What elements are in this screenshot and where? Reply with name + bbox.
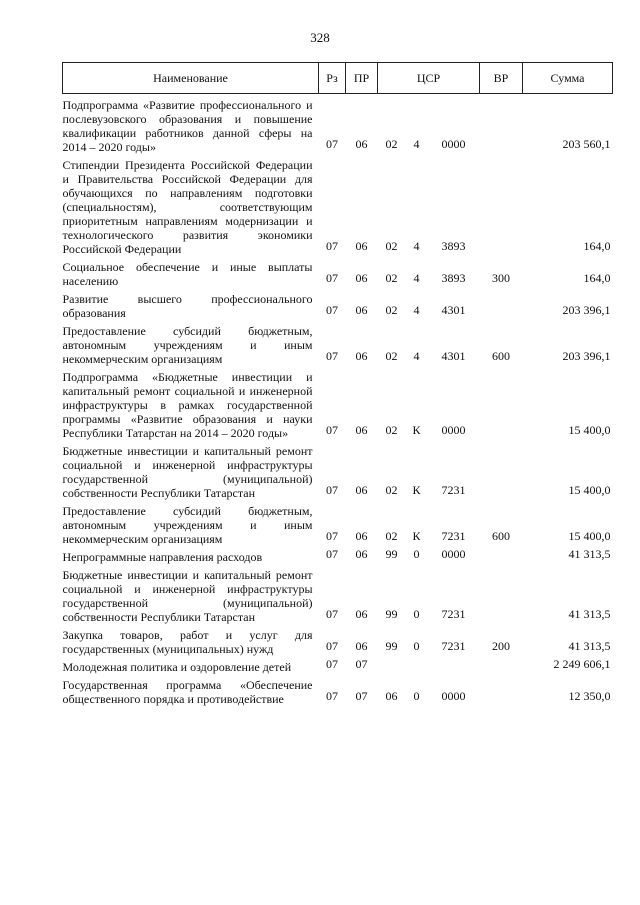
row-csr-3: 0000: [441, 547, 466, 561]
table-row: [63, 500, 613, 546]
row-vr: [480, 674, 523, 706]
row-vr: 200: [492, 639, 511, 653]
row-pr: 06: [355, 423, 368, 437]
row-pr: 06: [355, 529, 368, 543]
row-csr-3: 3893: [441, 271, 466, 285]
table-row: [63, 546, 613, 564]
row-csr-2: 0: [413, 639, 420, 653]
row-csr-3: 7231: [441, 483, 466, 497]
row-name: Социальное обеспечение и иные выплаты населению: [62, 260, 313, 288]
table-row: [63, 288, 613, 320]
row-csr-1: 02: [385, 239, 398, 253]
row-csr-3: 0000: [441, 423, 466, 437]
row-sum: 203 396,1: [562, 349, 611, 363]
row-pr: 06: [355, 137, 368, 151]
row-csr-2: 0: [413, 547, 420, 561]
row-sum: 203 560,1: [562, 137, 611, 151]
row-csr-2: К: [412, 529, 421, 543]
row-csr-2: 4: [413, 137, 420, 151]
row-csr-2: 4: [413, 239, 420, 253]
row-pr: 07: [355, 689, 368, 703]
row-rz: 07: [326, 657, 338, 671]
budget-table: [62, 62, 613, 706]
row-csr-2: 0: [413, 607, 420, 621]
row-sum: 15 400,0: [568, 423, 611, 437]
row-sum: 164,0: [583, 271, 611, 285]
table-row: [63, 564, 613, 624]
table-row: [63, 366, 613, 440]
row-csr-1: 99: [385, 547, 398, 561]
row-rz: 07: [326, 349, 338, 363]
row-rz: 07: [326, 547, 338, 561]
row-sum: 41 313,5: [568, 607, 611, 621]
row-csr-2: К: [412, 483, 421, 497]
row-csr-3: 0000: [441, 689, 466, 703]
row-pr: 06: [355, 483, 368, 497]
row-sum: 41 313,5: [568, 639, 611, 653]
row-rz: 07: [326, 137, 338, 151]
header-sum: Сумма: [523, 63, 613, 94]
row-csr-1: 02: [385, 349, 398, 363]
table-row: [63, 94, 613, 155]
row-sum: 164,0: [583, 239, 611, 253]
row-csr-3: [428, 656, 480, 674]
row-rz: 07: [326, 483, 338, 497]
page-number: 328: [310, 30, 330, 45]
table-row: [63, 674, 613, 706]
table-row: [63, 440, 613, 500]
row-vr: 600: [492, 349, 511, 363]
row-vr: [480, 656, 523, 674]
row-pr: 06: [355, 547, 368, 561]
row-csr-3: 4301: [441, 303, 466, 317]
row-name: Молодежная политика и оздоровление детей: [62, 660, 292, 674]
row-name: Подпрограмма «Бюджетные инвестиции и капитальный ремонт социальной и инженерной инфраструктуры в рамках государственной программы «Развитие образования и науки Республики Татарстан на 2014 – 2020 годы»: [62, 370, 313, 440]
row-csr-3: 7231: [441, 639, 466, 653]
row-sum: 41 313,5: [568, 547, 611, 561]
row-csr-1: 02: [385, 271, 398, 285]
row-rz: 07: [326, 607, 338, 621]
table-row: [63, 154, 613, 256]
row-name: Государственная программа «Обеспечение общественного порядка и противодействие: [62, 678, 313, 706]
row-name: Непрограммные направления расходов: [62, 550, 263, 564]
row-pr: 06: [355, 271, 368, 285]
row-name: Стипендии Президента Российской Федерации и Правительства Российской Федерации для обучающихся по направлениям подготовки (специальностям), соответствующим приоритетным направлениям модернизации и технологического развития экономики Российской Федерации: [62, 158, 313, 256]
row-sum: 203 396,1: [562, 303, 611, 317]
row-sum: 15 400,0: [568, 483, 611, 497]
row-csr-3: 7231: [441, 529, 466, 543]
row-pr: 06: [355, 239, 368, 253]
row-csr-2: [406, 656, 428, 674]
row-name: Закупка товаров, работ и услуг для государственных (муниципальных) нужд: [62, 628, 313, 656]
row-name: Бюджетные инвестиции и капитальный ремонт социальной и инженерной инфраструктуры государственной (муниципальной) собственности Республики Татарстан: [62, 568, 313, 624]
row-name: Бюджетные инвестиции и капитальный ремонт социальной и инженерной инфраструктуры государственной (муниципальной) собственности Республики Татарстан: [62, 444, 313, 500]
table-row: [63, 256, 613, 288]
row-vr: [480, 154, 523, 256]
row-vr: [480, 564, 523, 624]
row-pr: 07: [355, 657, 368, 671]
row-csr-1: 99: [385, 639, 398, 653]
row-csr-1: [378, 656, 406, 674]
row-sum: 2 249 606,1: [553, 657, 611, 671]
row-csr-3: 3893: [441, 239, 466, 253]
row-name: Подпрограмма «Развитие профессионального и послевузовского образования и повышение квалификации работников данной сферы на 2014 – 2020 годы»: [62, 98, 313, 154]
row-name: Предоставление субсидий бюджетным, автономным учреждениям и иным некоммерческим организациям: [62, 324, 313, 366]
row-sum: 15 400,0: [568, 529, 611, 543]
row-csr-1: 02: [385, 529, 398, 543]
row-vr: [480, 546, 523, 564]
row-rz: 07: [326, 271, 338, 285]
row-vr: 600: [492, 529, 511, 543]
row-sum: 12 350,0: [568, 689, 611, 703]
row-vr: [480, 440, 523, 500]
row-vr: [480, 288, 523, 320]
row-csr-1: 02: [385, 483, 398, 497]
row-vr: [480, 94, 523, 155]
row-vr: 300: [492, 271, 511, 285]
row-pr: 06: [355, 349, 368, 363]
row-csr-1: 02: [385, 303, 398, 317]
row-rz: 07: [326, 639, 338, 653]
row-name: Развитие высшего профессионального образования: [62, 292, 313, 320]
row-csr-1: 99: [385, 607, 398, 621]
row-csr-1: 06: [385, 689, 398, 703]
row-csr-2: 4: [413, 349, 420, 363]
row-csr-3: 0000: [441, 137, 466, 151]
table-header-row: [63, 63, 613, 94]
table-row: [63, 624, 613, 656]
header-name: Наименование: [63, 63, 319, 94]
header-pr: ПР: [346, 63, 378, 94]
header-rz: Рз: [319, 63, 346, 94]
row-name: Предоставление субсидий бюджетным, автономным учреждениям и иным некоммерческим организациям: [62, 504, 313, 546]
row-csr-1: 02: [385, 423, 398, 437]
row-csr-1: 02: [385, 137, 398, 151]
row-rz: 07: [326, 423, 338, 437]
row-csr-3: 7231: [441, 607, 466, 621]
header-vr: ВР: [480, 63, 523, 94]
row-rz: 07: [326, 239, 338, 253]
row-rz: 07: [326, 689, 338, 703]
row-csr-2: 4: [413, 303, 420, 317]
table-row: [63, 656, 613, 674]
row-pr: 06: [355, 607, 368, 621]
row-pr: 06: [355, 303, 368, 317]
row-csr-2: К: [412, 423, 421, 437]
row-rz: 07: [326, 303, 338, 317]
row-csr-2: 4: [413, 271, 420, 285]
row-pr: 06: [355, 639, 368, 653]
row-vr: [480, 366, 523, 440]
row-csr-2: 0: [413, 689, 420, 703]
row-rz: 07: [326, 529, 338, 543]
table-row: [63, 320, 613, 366]
row-csr-3: 4301: [441, 349, 466, 363]
header-csr: ЦСР: [378, 63, 480, 94]
